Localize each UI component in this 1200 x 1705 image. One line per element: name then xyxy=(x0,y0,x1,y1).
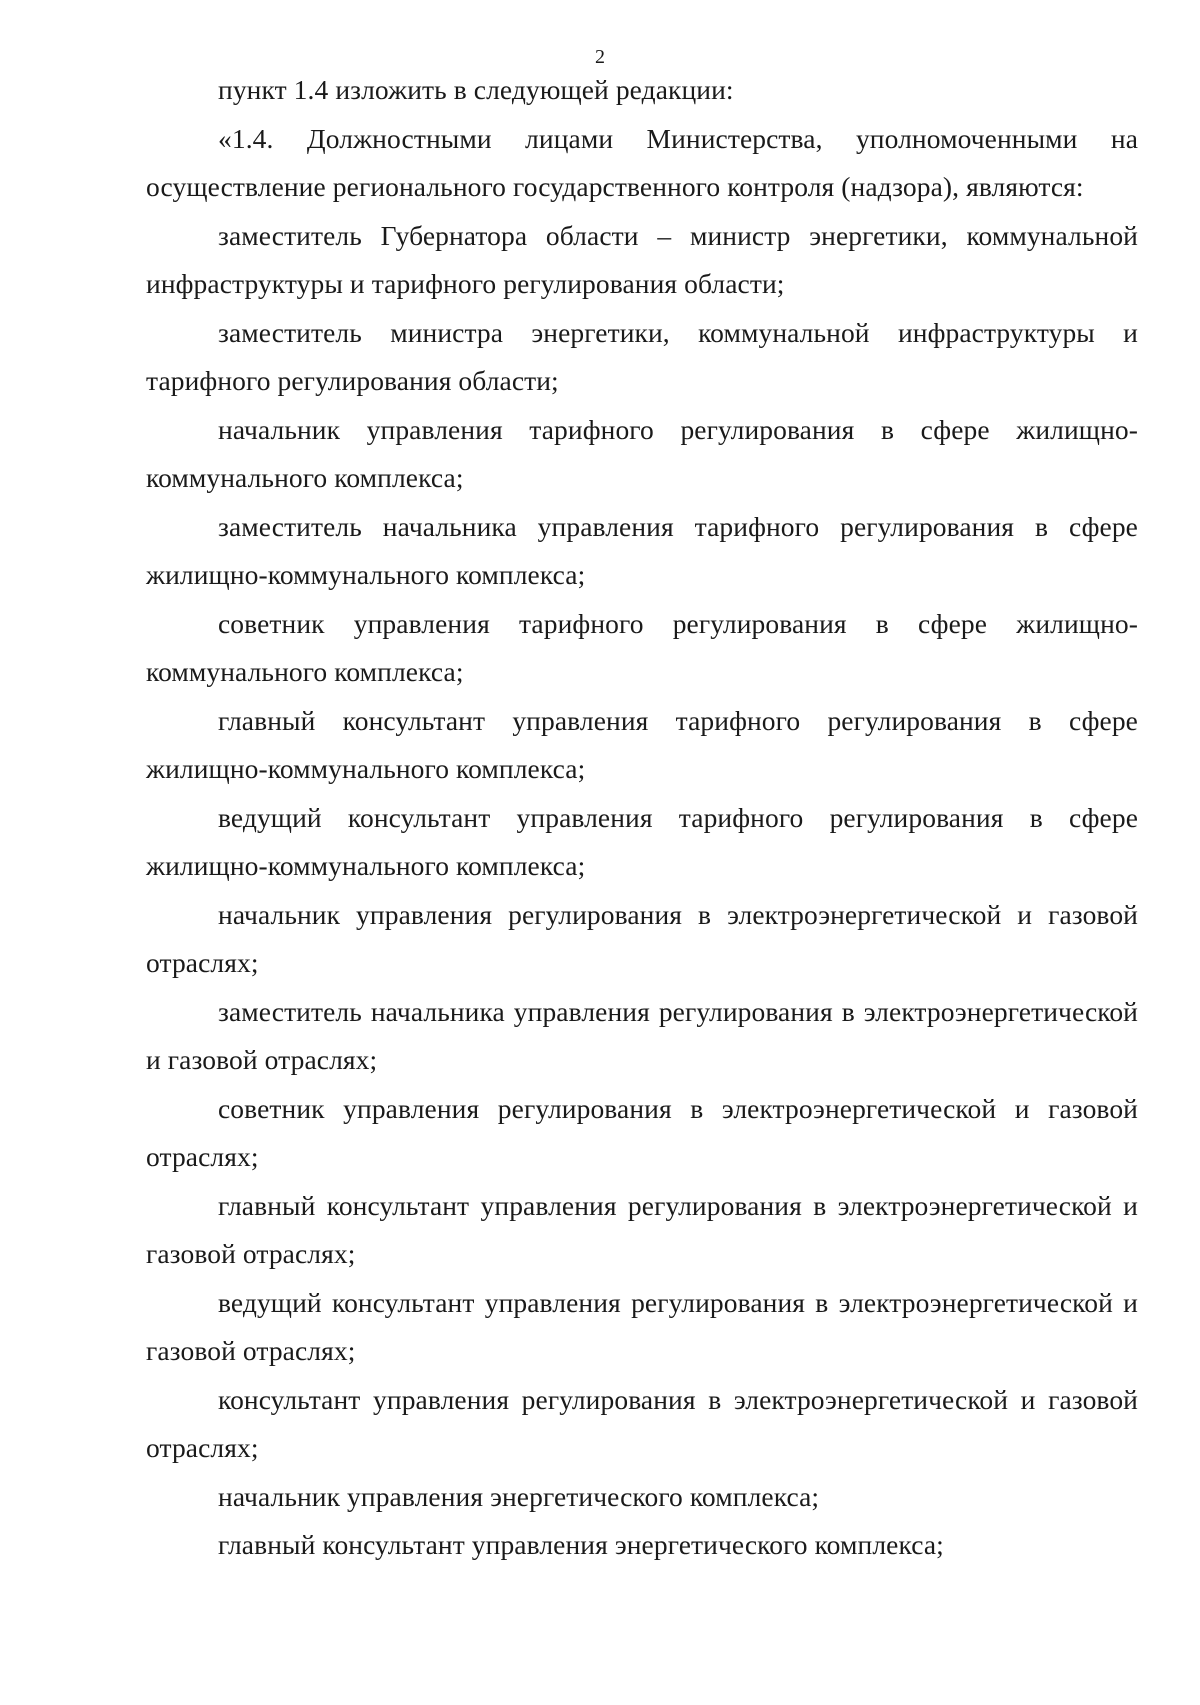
paragraph-17: главный консультант управления энергетического комплекса; xyxy=(218,1529,944,1560)
paragraph-10: начальник управления регулирования в электроэнергетической и газовой отраслях; xyxy=(146,898,1138,978)
paragraph-13: главный консультант управления регулирования в электроэнергетической и газовой отраслях; xyxy=(146,1189,1138,1269)
paragraph-8: главный консультант управления тарифного регулирования в сфере жилищно-коммунального комплекса; xyxy=(146,704,1138,784)
page-number: 2 xyxy=(595,46,605,68)
paragraph-16: начальник управления энергетического комплекса; xyxy=(218,1480,820,1512)
paragraph-7: советник управления тарифного регулирования в сфере жилищно-коммунального комплекса; xyxy=(146,607,1138,687)
paragraph-11: заместитель начальника управления регулирования в электроэнергетической и газовой отраслях; xyxy=(146,995,1138,1075)
paragraph-5: начальник управления тарифного регулирования в сфере жилищно-коммунального комплекса; xyxy=(146,413,1138,493)
document-body xyxy=(146,66,1138,1570)
paragraph-3: заместитель Губернатора области – министр энергетики, коммунальной инфраструктуры и тарифного регулирования области; xyxy=(146,219,1138,299)
paragraph-6: заместитель начальника управления тарифного регулирования в сфере жилищно-коммунального комплекса; xyxy=(146,510,1138,590)
paragraph-9: ведущий консультант управления тарифного регулирования в сфере жилищно-коммунального комплекса; xyxy=(146,801,1138,881)
paragraph-4: заместитель министра энергетики, коммунальной инфраструктуры и тарифного регулирования области; xyxy=(146,316,1138,396)
paragraph-12: советник управления регулирования в электроэнергетической и газовой отраслях; xyxy=(146,1092,1138,1172)
paragraph-2: «1.4. Должностными лицами Министерства, уполномоченными на осуществление регионального государственного контроля (надзора), являются: xyxy=(146,122,1138,202)
paragraph-15: консультант управления регулирования в электроэнергетической и газовой отраслях; xyxy=(146,1383,1138,1463)
paragraph-1: пункт 1.4 изложить в следующей редакции: xyxy=(218,74,734,105)
paragraph-14: ведущий консультант управления регулирования в электроэнергетической и газовой отраслях; xyxy=(146,1286,1138,1366)
